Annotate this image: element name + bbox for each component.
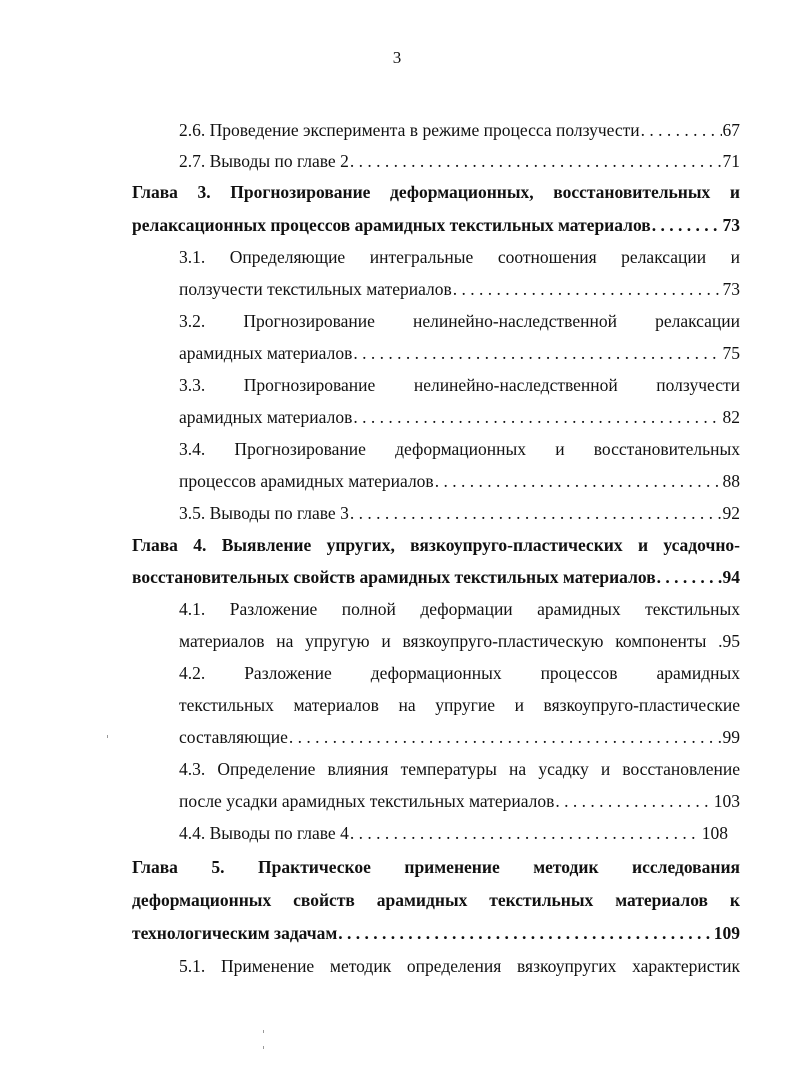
toc-dot-leader bbox=[350, 498, 722, 529]
toc-entry-4-1-end[interactable]: материалов на упругую и вязкоупруго-пластическую компоненты .95 bbox=[179, 631, 740, 651]
page-number: 3 bbox=[392, 48, 402, 67]
toc-chapter-4-heading[interactable]: Глава 4. Выявление упругих, вязкоупруго-пластических и усадочно- bbox=[132, 535, 740, 555]
toc-entry-page: 67 bbox=[722, 120, 740, 140]
toc-entry-page: 92 bbox=[722, 503, 740, 523]
toc-entry-3-1-end[interactable] bbox=[179, 274, 740, 305]
toc-entry-3-1-start[interactable]: 3.1. Определяющие интегральные соотношения релаксации и bbox=[179, 247, 740, 267]
toc-entry-title: арамидных материалов bbox=[179, 343, 353, 363]
toc-entry-4-1-start[interactable]: 4.1. Разложение полной деформации арамидных текстильных bbox=[179, 599, 740, 619]
toc-entry-5-1-start[interactable]: 5.1. Применение методик определения вязкоупругих характеристик bbox=[179, 956, 740, 976]
toc-dot-leader bbox=[338, 918, 712, 949]
toc-dot-leader bbox=[657, 562, 722, 593]
toc-dot-leader bbox=[353, 402, 721, 433]
toc-entry-page: 82 bbox=[722, 407, 740, 427]
toc-entry-page: 75 bbox=[722, 343, 740, 363]
toc-dot-leader bbox=[555, 786, 712, 817]
toc-dot-leader bbox=[289, 722, 722, 753]
toc-dot-leader bbox=[453, 274, 722, 305]
toc-entry-title: 4.4. Выводы по главе 4 bbox=[179, 823, 349, 843]
toc-entry-title: составляющие bbox=[179, 727, 288, 747]
scan-mark bbox=[263, 1030, 264, 1033]
toc-entry-page: 71 bbox=[722, 151, 740, 171]
toc-entry-page: 99 bbox=[722, 727, 740, 747]
toc-chapter-5-title-middle[interactable]: деформационных свойств арамидных текстильных материалов к bbox=[132, 890, 740, 910]
toc-entry-3-2-end[interactable] bbox=[179, 338, 740, 369]
toc-entry-3-3-start[interactable]: 3.3. Прогнозирование нелинейно-наследственной ползучести bbox=[179, 375, 740, 395]
toc-entry-2-7[interactable] bbox=[179, 146, 740, 177]
toc-entry-page: 73 bbox=[722, 215, 740, 235]
toc-dot-leader bbox=[350, 146, 722, 177]
scan-mark bbox=[107, 735, 108, 738]
toc-entry-title: арамидных материалов bbox=[179, 407, 353, 427]
scan-mark bbox=[263, 1046, 264, 1049]
toc-chapter-5-title-end[interactable] bbox=[132, 918, 740, 949]
toc-entry-3-5[interactable] bbox=[179, 498, 740, 529]
toc-dot-leader bbox=[350, 818, 701, 849]
toc-entry-4-2-end[interactable] bbox=[179, 722, 740, 753]
toc-entry-title: ползучести текстильных материалов bbox=[179, 279, 452, 299]
toc-entry-title: технологическим задачам bbox=[132, 923, 338, 943]
toc-entry-page: 88 bbox=[722, 471, 740, 491]
toc-dot-leader bbox=[652, 210, 722, 241]
toc-entry-title: релаксационных процессов арамидных текстильных материалов bbox=[132, 215, 651, 235]
toc-entry-page: 108 bbox=[701, 823, 728, 843]
toc-entry-title: 3.5. Выводы по главе 3 bbox=[179, 503, 349, 523]
toc-entry-page: 103 bbox=[713, 791, 740, 811]
toc-chapter-4-title-end[interactable] bbox=[132, 562, 740, 593]
toc-entry-3-4-start[interactable]: 3.4. Прогнозирование деформационных и восстановительных bbox=[179, 439, 740, 459]
toc-entry-3-2-start[interactable]: 3.2. Прогнозирование нелинейно-наследственной релаксации bbox=[179, 311, 740, 331]
toc-entry-4-4[interactable] bbox=[179, 818, 728, 849]
toc-entry-page: 73 bbox=[722, 279, 740, 299]
toc-entry-title: 2.6. Проведение эксперимента в режиме процесса ползучести bbox=[179, 120, 640, 140]
toc-entry-3-3-end[interactable] bbox=[179, 402, 740, 433]
toc-entry-page: 94 bbox=[722, 567, 740, 587]
toc-entry-2-6[interactable] bbox=[179, 115, 740, 146]
toc-chapter-3-title-end[interactable] bbox=[132, 210, 740, 241]
toc-entry-3-4-end[interactable] bbox=[179, 466, 740, 497]
toc-dot-leader bbox=[435, 466, 722, 497]
toc-chapter-5-heading[interactable]: Глава 5. Практическое применение методик исследования bbox=[132, 857, 740, 877]
toc-entry-title: после усадки арамидных текстильных материалов bbox=[179, 791, 555, 811]
toc-entry-4-2-start[interactable]: 4.2. Разложение деформационных процессов арамидных bbox=[179, 663, 740, 683]
toc-dot-leader bbox=[641, 115, 722, 146]
toc-chapter-3-heading[interactable]: Глава 3. Прогнозирование деформационных, восстановительных и bbox=[132, 182, 740, 202]
toc-entry-4-3-start[interactable]: 4.3. Определение влияния температуры на усадку и восстановление bbox=[179, 759, 740, 779]
toc-entry-4-3-end[interactable] bbox=[179, 786, 740, 817]
toc-entry-title: восстановительных свойств арамидных текстильных материалов bbox=[132, 567, 656, 587]
toc-entry-title: процессов арамидных материалов bbox=[179, 471, 434, 491]
toc-entry-4-2-middle[interactable]: текстильных материалов на упругие и вязкоупруго-пластические bbox=[179, 695, 740, 715]
toc-dot-leader bbox=[353, 338, 721, 369]
toc-entry-page: 109 bbox=[713, 923, 740, 943]
toc-entry-title: 2.7. Выводы по главе 2 bbox=[179, 151, 349, 171]
